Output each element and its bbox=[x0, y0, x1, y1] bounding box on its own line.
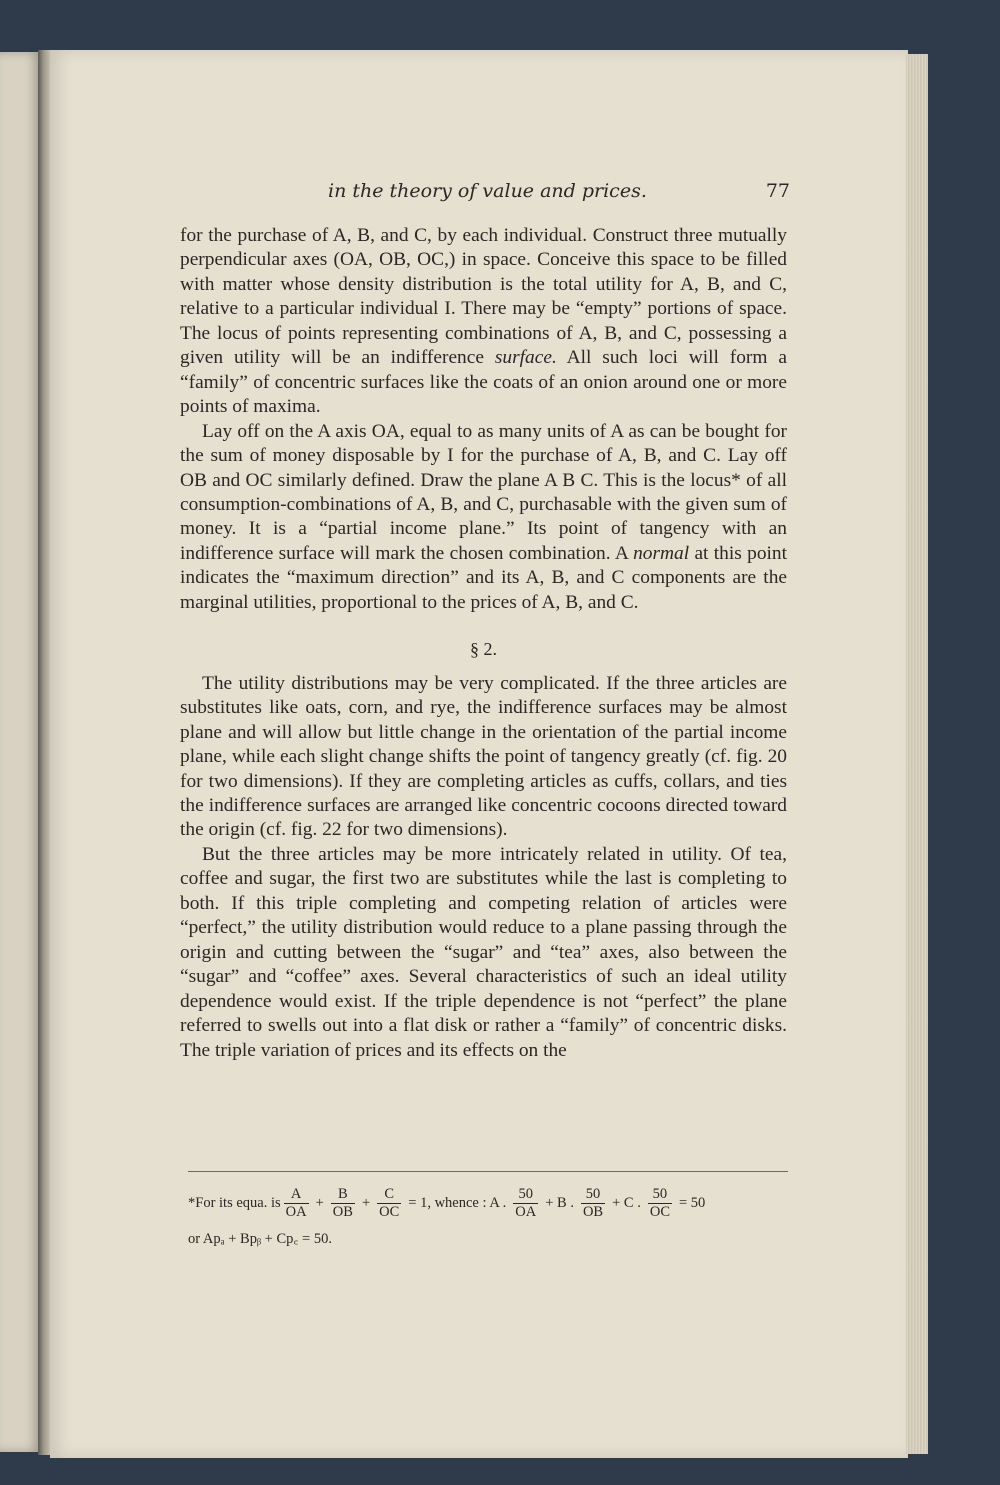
paragraph: for the purchase of A, B, and C, by each individual. Construct three mutually perpendicular axes (OA, OB, OC,) in space. Conceive this space to be filled with matter whose density distribution is the total utility for A, B, and C, relative to a particular individual I. There may be “empty” portions of space. The locus of points representing combinations of A, B, and C, possessing a given utility will be an indifference surface. All such loci will form a “family” of concentric surfaces like the coats of an onion around one or more points of maxima. bbox=[180, 225, 787, 418]
section-heading: § 2. bbox=[470, 639, 497, 660]
left-page-edge bbox=[0, 52, 40, 1452]
paragraph: Lay off on the A axis OA, equal to as many units of A as can be bought for the sum of money disposable by I for the purchase of A, B, and C. Lay off OB and OC similarly defined. Draw the plane A B C. This is the locus* of all consumption-combinations of A, B, and C, purchasable with the given sum of money. It is a “partial income plane.” Its point of tangency with an indifference surface will mark the chosen combination. A normal at this point indicates the “maximum direction” and its A, B, and C components are the marginal utilities, proportional to the prices of A, B, and C. bbox=[180, 420, 787, 613]
body-text bbox=[180, 224, 787, 1063]
footnote-line: or Apₐ + Bpᵦ + Cp꜀ = 50. bbox=[188, 1231, 332, 1247]
page-stack-edge bbox=[906, 54, 928, 1454]
fraction: $\frac{A}{OA}$ bbox=[285, 1185, 307, 1220]
fraction: $\frac{C}{OC}$ bbox=[379, 1185, 400, 1220]
fraction: $\frac{B}{OB}$ bbox=[332, 1185, 353, 1220]
footnote-rule bbox=[188, 1171, 788, 1172]
page-header bbox=[180, 180, 790, 210]
footnote-equation: *For its equa. is $\frac{A}{OA}$ + $\frac{B}{OB}$ + $\frac{C}{OC}$ = 1, whence : A . $\frac{50}{OA}$ + B . $\frac{50}{OB}$ + C . $\frac{50}{OC}$ = 50 bbox=[188, 1185, 706, 1220]
fraction: $\frac{50}{OB}$ bbox=[582, 1185, 604, 1220]
running-head: in the theory of value and prices. bbox=[328, 180, 647, 202]
footnote-lead: *For its equa. is bbox=[188, 1194, 281, 1211]
footnote bbox=[188, 1180, 793, 1248]
fraction: $\frac{50}{OC}$ bbox=[649, 1185, 670, 1220]
page-number: 77 bbox=[765, 180, 790, 202]
fraction: $\frac{50}{OA}$ bbox=[515, 1185, 537, 1220]
paragraph: The utility distributions may be very complicated. If the three articles are substitutes like oats, corn, and rye, the indifference surfaces may be almost plane and will allow but little change in the orientation of the partial income plane, while each slight change shifts the point of tangency greatly (cf. fig. 20 for two dimensions). If they are completing articles as cuffs, collars, and ties the indifference surfaces are arranged like concentric cocoons directed toward the origin (cf. fig. 22 for two dimensions). bbox=[180, 672, 787, 841]
paragraph: But the three articles may be more intricately related in utility. Of tea, coffee and sugar, the first two are substitutes while the last is completing to both. If this triple completing and competing relation of articles were “perfect,” the utility distribution would reduce to a plane passing through the origin and cutting between the “sugar” and “tea” axes, also between the “sugar” and “coffee” axes. Several characteristics of such an ideal utility dependence would exist. If the triple dependence is not “perfect” the plane referred to swells out into a flat disk or rather a “family” of concentric disks. The triple variation of prices and its effects on the bbox=[180, 843, 787, 1061]
